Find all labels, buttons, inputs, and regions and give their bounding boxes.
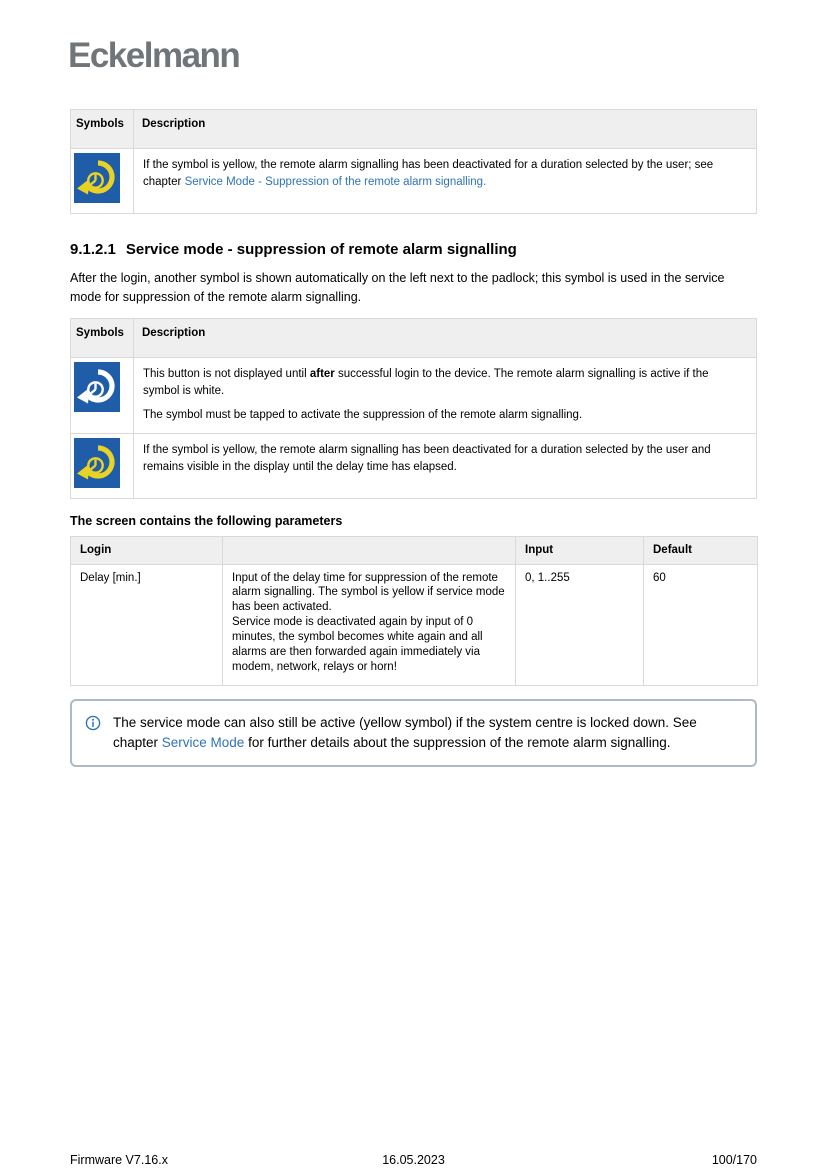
parameter-name: Delay [min.]: [71, 564, 223, 686]
service-mode-suppression-link[interactable]: Service Mode - Suppression of the remote alarm signalling.: [184, 176, 487, 189]
symbol-description: [134, 357, 757, 433]
parameters-table: [70, 536, 758, 687]
footer-date: 16.05.2023: [382, 1153, 445, 1167]
description-line-2: The symbol must be tapped to activate the suppression of the remote alarm signalling.: [143, 409, 583, 422]
description-text: If the symbol is yellow, the remote alarm signalling has been deactivated for a duration selected by the user; see chapter: [143, 159, 714, 189]
symbol-table-main: [70, 318, 757, 499]
section-intro-paragraph: After the login, another symbol is shown automatically on the left next to the padlock; this symbol is used in the service mode for suppression of the remote alarm signalling.: [70, 271, 725, 305]
service-mode-link[interactable]: Service Mode: [161, 735, 245, 751]
parameter-description-line-1: Input of the delay time for suppression of the remote alarm signalling. The symbol is yellow if service mode has been activated.: [232, 571, 505, 614]
description-line-1: This button is not displayed until after successful login to the device. The remote alarm signalling is active if the symbol is white.: [143, 367, 709, 397]
footer-page-number: 100/170: [711, 1153, 757, 1167]
info-note-box: [70, 699, 757, 767]
footer-firmware-version: Firmware V7.16.x: [70, 1153, 168, 1167]
table-header-row: [71, 318, 757, 357]
parameter-description-line-2: Service mode is deactivated again by input of 0 minutes, the symbol becomes white again and all alarms are then forwarded again immediately via modem, network, relays or horn!: [232, 616, 483, 674]
parameter-description: [223, 564, 516, 686]
page-footer: [70, 1153, 757, 1169]
table-row: [71, 149, 757, 214]
delay-timer-white-icon: [74, 362, 120, 412]
symbol-description: [134, 149, 757, 214]
column-header-symbols: Symbols: [71, 318, 134, 357]
table-row: [71, 564, 758, 686]
section-number: 9.1.2.1: [70, 241, 116, 258]
table-row: [71, 357, 757, 433]
parameters-heading: The screen contains the following parameters: [70, 513, 343, 528]
info-note-text: The service mode can also still be active (yellow symbol) if the system centre is locked down. See chapter Service Mode for further details about the suppression of the remote alarm signalling.: [113, 715, 697, 751]
section-heading: [70, 241, 757, 258]
delay-timer-yellow-icon: [74, 153, 120, 203]
parameter-default-value: 60: [644, 564, 758, 686]
table-header-row: [71, 536, 758, 564]
info-icon: [85, 715, 101, 736]
table-row: [71, 433, 757, 498]
column-header-input: Input: [516, 536, 644, 564]
column-header-default: Default: [644, 536, 758, 564]
column-header-symbols: Symbols: [71, 110, 134, 149]
column-header-empty: [223, 536, 516, 564]
parameter-input-range: 0, 1..255: [516, 564, 644, 686]
table-header-row: [71, 110, 757, 149]
column-header-description: Description: [134, 110, 757, 149]
symbol-description: If the symbol is yellow, the remote alarm signalling has been deactivated for a duration selected by the user and remains visible in the display until the delay time has elapsed.: [134, 433, 757, 498]
section-title: Service mode - suppression of remote alarm signalling: [125, 241, 517, 258]
column-header-description: Description: [134, 318, 757, 357]
eckelmann-logo: Eckelmann: [68, 36, 240, 75]
delay-timer-yellow-icon: [74, 438, 120, 488]
bold-after: after: [309, 367, 335, 380]
symbol-table-top: [70, 109, 757, 214]
column-header-login: Login: [71, 536, 223, 564]
document-page: [0, 36, 827, 1169]
